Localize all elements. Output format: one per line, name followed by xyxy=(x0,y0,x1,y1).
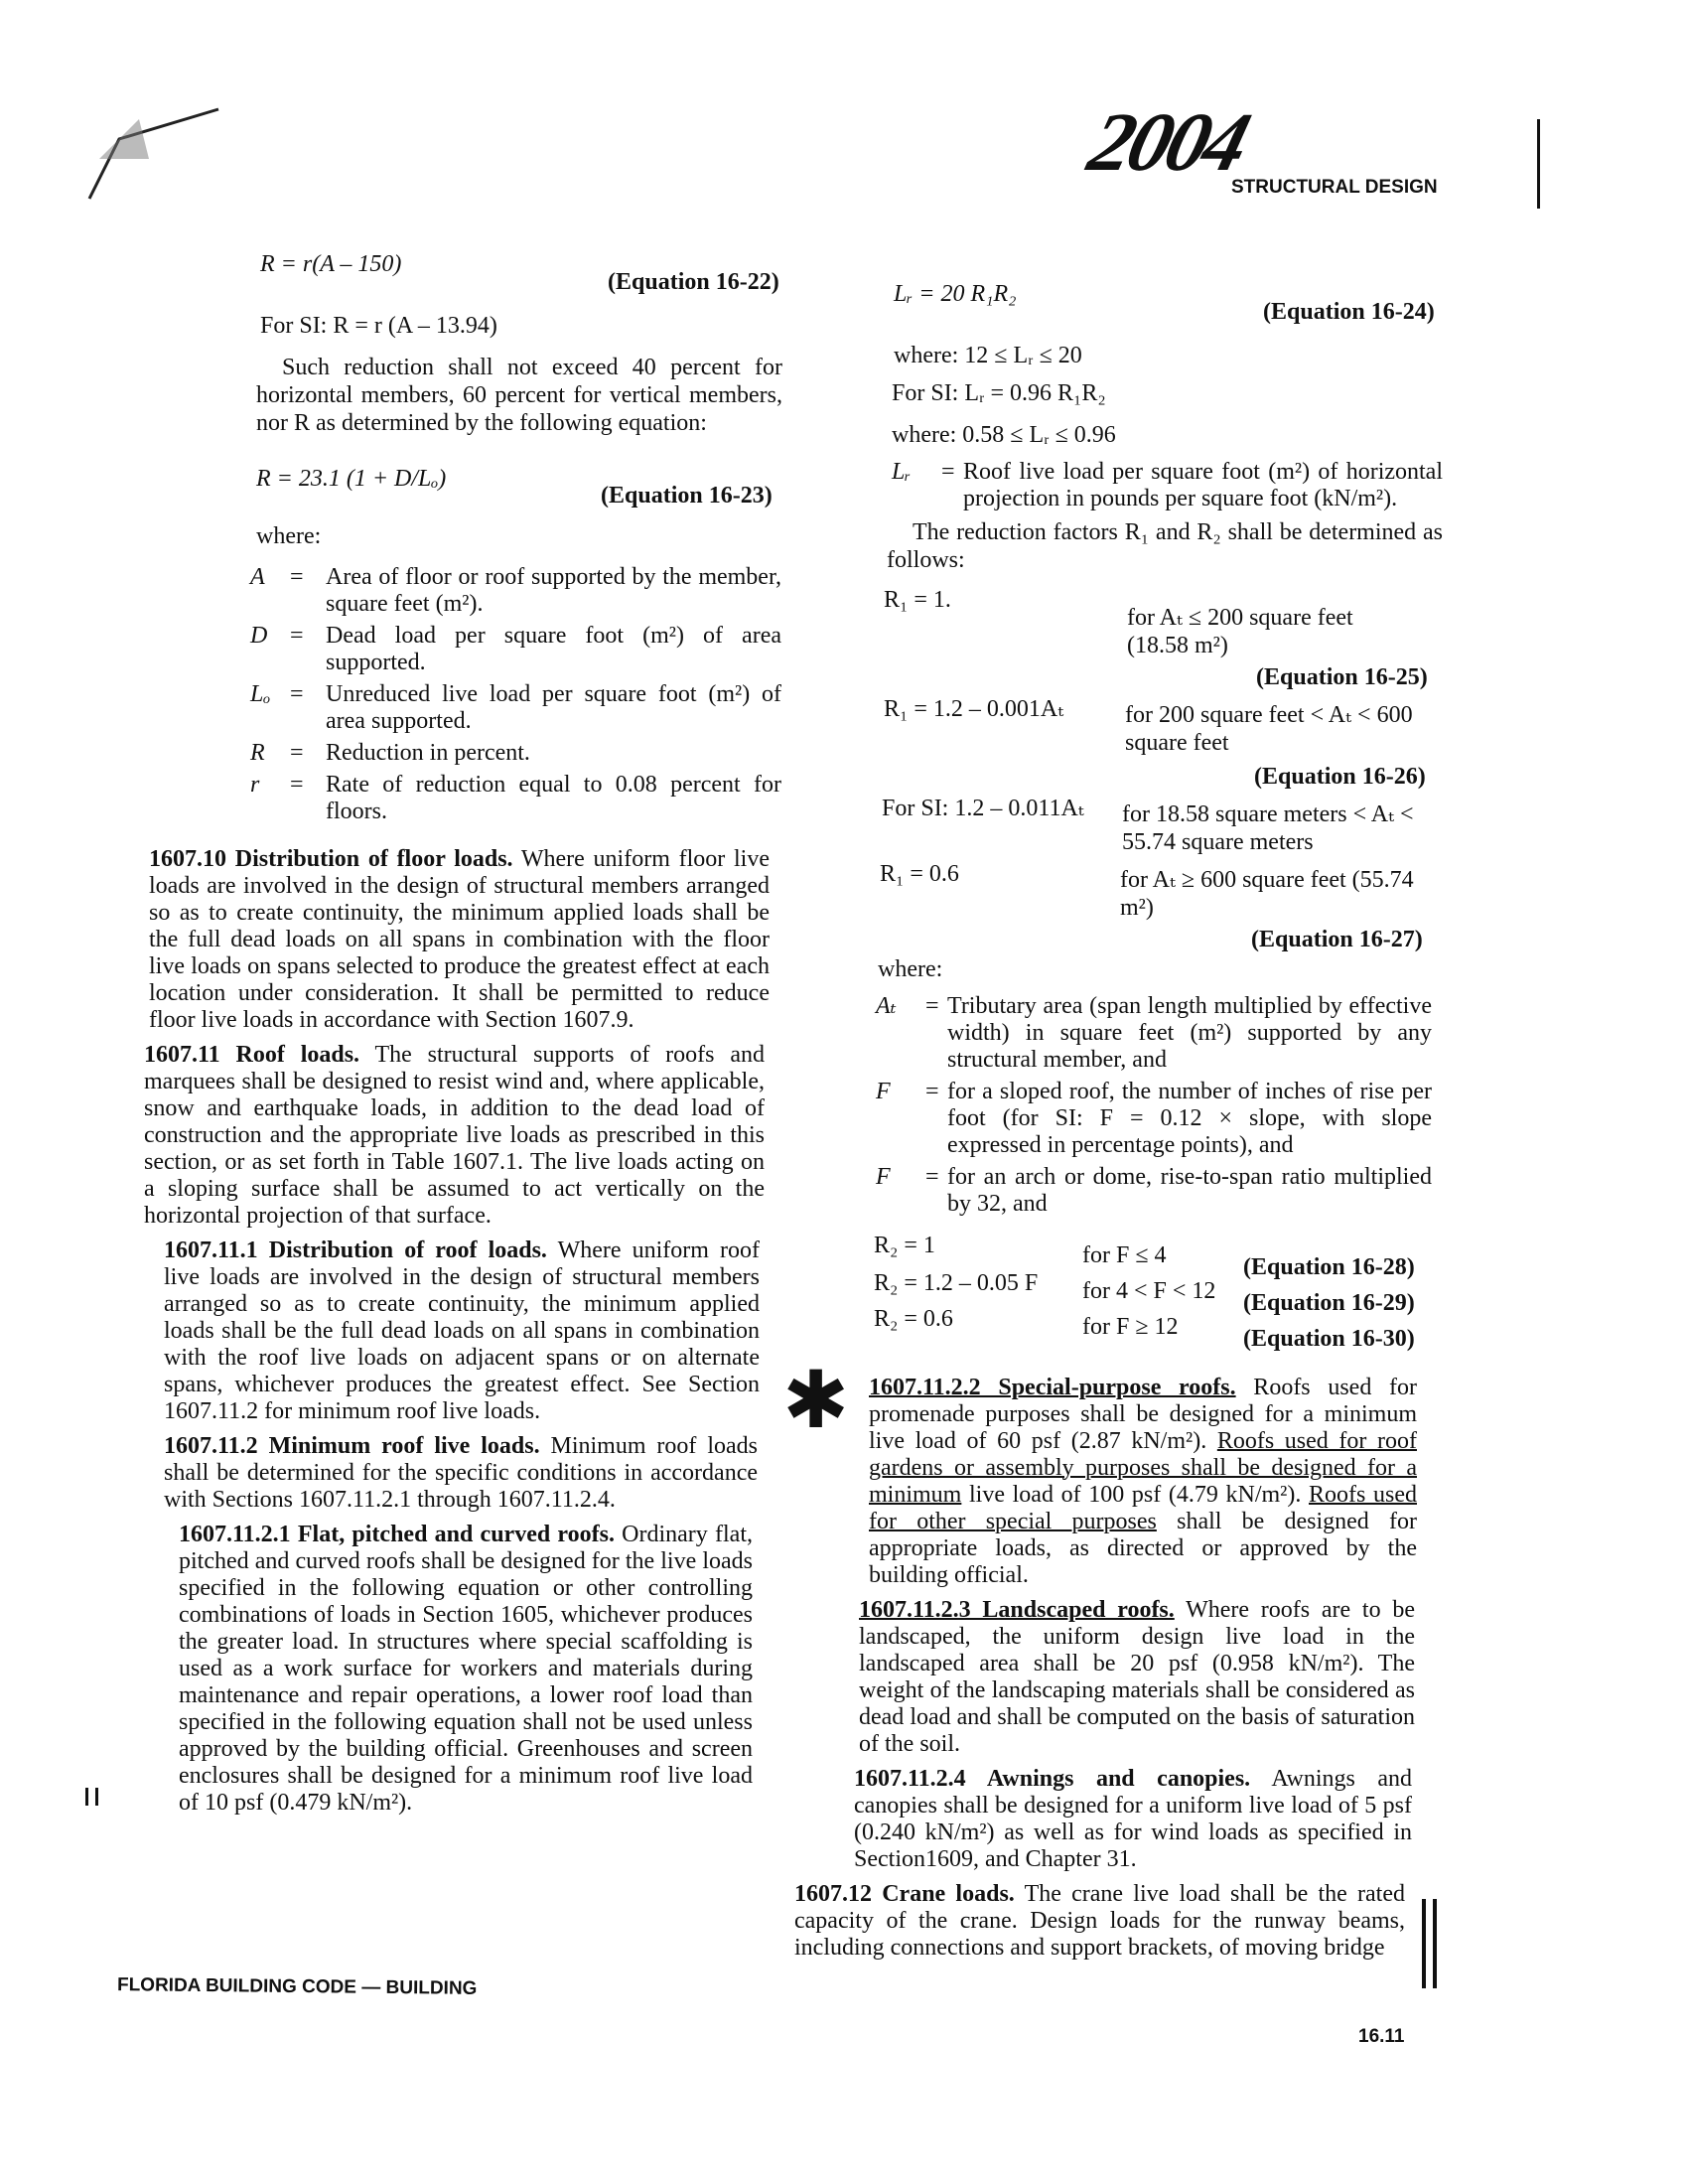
section-1607-11 xyxy=(144,1042,765,1230)
definition-item xyxy=(250,772,781,825)
equation-label: (Equation 16-27) xyxy=(1251,927,1423,952)
definition-item xyxy=(250,623,781,676)
r2-row-condition: for F ≥ 12 xyxy=(1082,1314,1179,1340)
equation-16-23: R = 23.1 (1 + D/Lₒ) xyxy=(256,466,447,492)
reduction-paragraph: Such reduction shall not exceed 40 percent for horizontal members, 60 percent for vertical members, nor R as determined by the following equation: xyxy=(256,355,782,436)
r1-row-left: R₁ = 0.6 xyxy=(880,861,959,887)
left-margin-mark xyxy=(85,1788,88,1806)
variable-definitions xyxy=(876,993,1432,1223)
equation-line: where: 0.58 ≤ Lᵣ ≤ 0.96 xyxy=(892,422,1116,448)
section-1607-11-2-3 xyxy=(859,1597,1415,1758)
section-body: Roofs used for promenade purposes shall be designed for a minimum live load of 60 psf (2.87 kN/m²). xyxy=(869,1375,1417,1454)
left-margin-mark xyxy=(95,1788,98,1806)
section-body: Ordinary flat, pitched and curved roofs shall be designed for the live loads specified in the following equation or other controlling combinations of loads in Section 1605, whichever produces the greater load. In structures where special scaffolding is used as a work surface for workers and materials during maintenance and repair operations, a lower roof load than specified in the following equation shall not be used unless approved by the building official. Greenhouses and screen enclosures shall be designed for a minimum roof live load of 10 psf (0.479 kN/m²). xyxy=(179,1522,753,1816)
section-1607-11-2-4 xyxy=(854,1766,1412,1873)
equals: = xyxy=(925,993,939,1019)
lr-definition xyxy=(892,459,1443,517)
change-bar xyxy=(1433,1899,1437,1988)
section-1607-12 xyxy=(794,1881,1405,1962)
definition-item xyxy=(250,564,781,618)
r1-row-condition: for 200 square feet < Aₜ < 600 square feet xyxy=(1125,702,1413,756)
r1-row-condition: for 18.58 square meters < Aₜ < 55.74 square meters xyxy=(1122,801,1414,855)
equation-label: (Equation 16-22) xyxy=(608,269,779,295)
equals: = xyxy=(290,740,304,766)
equation-si: For SI: R = r (A – 13.94) xyxy=(260,313,497,339)
underlined-text: Roofs used for roof gardens or assembly purposes shall be designed for a minimum xyxy=(869,1428,1417,1508)
section-heading: 1607.10 Distribution of floor loads. xyxy=(149,846,513,872)
definition-text: Dead load per square foot (m²) of area supported. xyxy=(326,623,781,675)
definition-text: Tributary area (span length multiplied by effective width) in square feet (m²) supported by any structural member, and xyxy=(947,993,1432,1073)
definition-text: Area of floor or roof supported by the member, square feet (m²). xyxy=(326,564,781,617)
equals: = xyxy=(925,1164,939,1190)
section-heading: 1607.11.2 Minimum roof live loads. xyxy=(164,1433,540,1459)
handwritten-year: 2004 xyxy=(1079,96,1256,189)
equation-line: where: 12 ≤ Lᵣ ≤ 20 xyxy=(894,343,1082,368)
definition-item xyxy=(876,1079,1432,1159)
section-1607-11-1 xyxy=(164,1238,760,1425)
equals: = xyxy=(941,459,955,485)
symbol: Aₜ xyxy=(876,993,897,1019)
r1-row-left: For SI: 1.2 – 0.011Aₜ xyxy=(882,796,1084,821)
symbol: r xyxy=(250,772,260,798)
section-1607-11-2-2 xyxy=(869,1375,1417,1589)
section-1607-11-2-1 xyxy=(179,1522,753,1817)
change-bar xyxy=(1422,1899,1426,1988)
right-sections xyxy=(794,1375,1420,1969)
definition-item xyxy=(876,1164,1432,1218)
r2-row-left: R₂ = 0.6 xyxy=(874,1306,953,1332)
equals: = xyxy=(290,623,304,649)
equation-16-22: R = r(A – 150) xyxy=(260,251,402,277)
variable-definitions xyxy=(250,564,781,830)
where-label: where: xyxy=(256,523,322,549)
section-heading: 1607.11.2.4 Awnings and canopies. xyxy=(854,1766,1251,1792)
definition-item xyxy=(250,740,781,767)
page-number: 16.11 xyxy=(1358,2026,1405,2047)
r2-row-condition: for 4 < F < 12 xyxy=(1082,1278,1216,1304)
definition-item xyxy=(876,993,1432,1074)
underlined-text: Roofs used for other special purposes xyxy=(869,1482,1417,1534)
section-heading: 1607.11.2.2 Special-purpose roofs. xyxy=(869,1375,1236,1400)
where-label: where: xyxy=(878,956,943,982)
asterisk-annotation: ✱ xyxy=(782,1354,850,1446)
definition-item xyxy=(250,681,781,735)
definition-text: Roof live load per square foot (m²) of horizontal projection in pounds per square foot (kN/m²). xyxy=(963,459,1443,511)
equation-label: (Equation 16-25) xyxy=(1256,664,1428,690)
section-heading: 1607.11.2.1 Flat, pitched and curved roofs. xyxy=(179,1522,615,1547)
section-body: The crane live load shall be the rated capacity of the crane. Design loads for the runway beams, including connections and support brackets, of moving bridge xyxy=(794,1881,1405,1961)
definition-text: for a sloped roof, the number of inches of rise per foot (for SI: F = 0.12 × slope, with slope expressed in percentage points), and xyxy=(947,1079,1432,1158)
right-margin-line xyxy=(1537,119,1540,209)
symbol: A xyxy=(250,564,265,590)
r1-row-left: R₁ = 1.2 – 0.001Aₜ xyxy=(884,696,1064,722)
section-heading: 1607.12 Crane loads. xyxy=(794,1881,1015,1907)
section-body: Awnings and canopies shall be designed for a uniform live load of 5 psf (0.240 kN/m²) as well as for wind loads as specified in Section1609, and Chapter 31. xyxy=(854,1766,1413,1872)
symbol: F xyxy=(876,1079,891,1104)
definition-text: Reduction in percent. xyxy=(326,740,530,766)
running-header: STRUCTURAL DESIGN xyxy=(1231,177,1438,198)
equation-16-24: Lᵣ = 20 R₁R₂ xyxy=(894,281,1017,307)
equation-line: For SI: Lᵣ = 0.96 R₁R₂ xyxy=(892,380,1106,406)
equals: = xyxy=(925,1079,939,1104)
r1-row-condition: for Aₜ ≥ 600 square feet (55.74 m²) xyxy=(1120,867,1414,921)
section-heading: 1607.11.1 Distribution of roof loads. xyxy=(164,1238,547,1263)
factors-paragraph: The reduction factors R₁ and R₂ shall be determined as follows: xyxy=(887,519,1443,573)
section-1607-11-2 xyxy=(164,1433,758,1514)
equals: = xyxy=(290,772,304,798)
r2-row-left: R₂ = 1 xyxy=(874,1233,935,1258)
equation-label: (Equation 16-24) xyxy=(1263,299,1435,325)
symbol: D xyxy=(250,623,268,649)
section-body: live load of 100 psf (4.79 kN/m²). xyxy=(961,1482,1310,1508)
section-body: Where uniform roof live loads are involved in the design of structural members arranged so as to create continuity, the minimum applied loads shall be the full dead loads on all spans in combination with the roof live loads on adjacent spans or on alternate spans, whichever produces the greatest effect. See Section 1607.11.2 for minimum roof live loads. xyxy=(164,1238,760,1424)
section-body: Where uniform floor live loads are involved in the design of structural members arranged so as to create continuity, the minimum applied loads shall be the full dead loads on all spans in combination with the floor live loads on spans selected to produce the greatest effect at each location under consideration. It shall be permitted to reduce floor live loads in accordance with Section 1607.9. xyxy=(149,846,770,1033)
r1-row-left: R₁ = 1. xyxy=(884,587,951,613)
section-body: Where roofs are to be landscaped, the uniform design live load in the landscaped area shall be 20 psf (0.958 kN/m²). The weight of the landscaping materials shall be considered as dead load and shall be computed on the basis of saturation of the soil. xyxy=(859,1597,1415,1757)
footer-code-title: FLORIDA BUILDING CODE — BUILDING xyxy=(116,1974,478,1999)
equation-label: (Equation 16-29) xyxy=(1243,1290,1415,1316)
equation-label: (Equation 16-23) xyxy=(601,483,773,509)
equation-label: (Equation 16-30) xyxy=(1243,1326,1415,1352)
definition-text: Unreduced live load per square foot (m²) of area supported. xyxy=(326,681,781,734)
definition-text: for an arch or dome, rise-to-span ratio multiplied by 32, and xyxy=(947,1164,1432,1217)
equation-label: (Equation 16-28) xyxy=(1243,1254,1415,1280)
equation-label: (Equation 16-26) xyxy=(1254,764,1426,790)
r2-row-left: R₂ = 1.2 – 0.05 F xyxy=(874,1270,1039,1296)
left-sections xyxy=(144,846,774,1824)
equals: = xyxy=(290,681,304,707)
section-heading: 1607.11.2.3 Landscaped roofs. xyxy=(859,1597,1175,1623)
symbol: Lₒ xyxy=(250,681,271,707)
section-heading: 1607.11 Roof loads. xyxy=(144,1042,360,1068)
section-body: The structural supports of roofs and marquees shall be designed to resist wind and, where applicable, snow and earthquake loads, in addition to the dead load of construction and the appropriate live loads as prescribed in this section, or as set forth in Table 1607.1. The live loads acting on a sloping surface shall be assumed to act vertically on the horizontal projection of that surface. xyxy=(144,1042,765,1229)
section-1607-10 xyxy=(149,846,770,1034)
section-body: Minimum roof loads shall be determined for the specific conditions in accordance with Sections 1607.11.2.1 through 1607.11.2.4. xyxy=(164,1433,758,1513)
definition-text: Rate of reduction equal to 0.08 percent for floors. xyxy=(326,772,781,824)
section-body: shall be designed for appropriate loads, as directed or approved by the building official. xyxy=(869,1509,1417,1588)
symbol: R xyxy=(250,740,265,766)
symbol: F xyxy=(876,1164,891,1190)
r1-row-condition: for Aₜ ≤ 200 square feet (18.58 m²) xyxy=(1127,605,1353,658)
scan-corner-artifact xyxy=(79,99,228,209)
r2-row-condition: for F ≤ 4 xyxy=(1082,1242,1167,1268)
equals: = xyxy=(290,564,304,590)
symbol: Lᵣ xyxy=(892,459,912,485)
